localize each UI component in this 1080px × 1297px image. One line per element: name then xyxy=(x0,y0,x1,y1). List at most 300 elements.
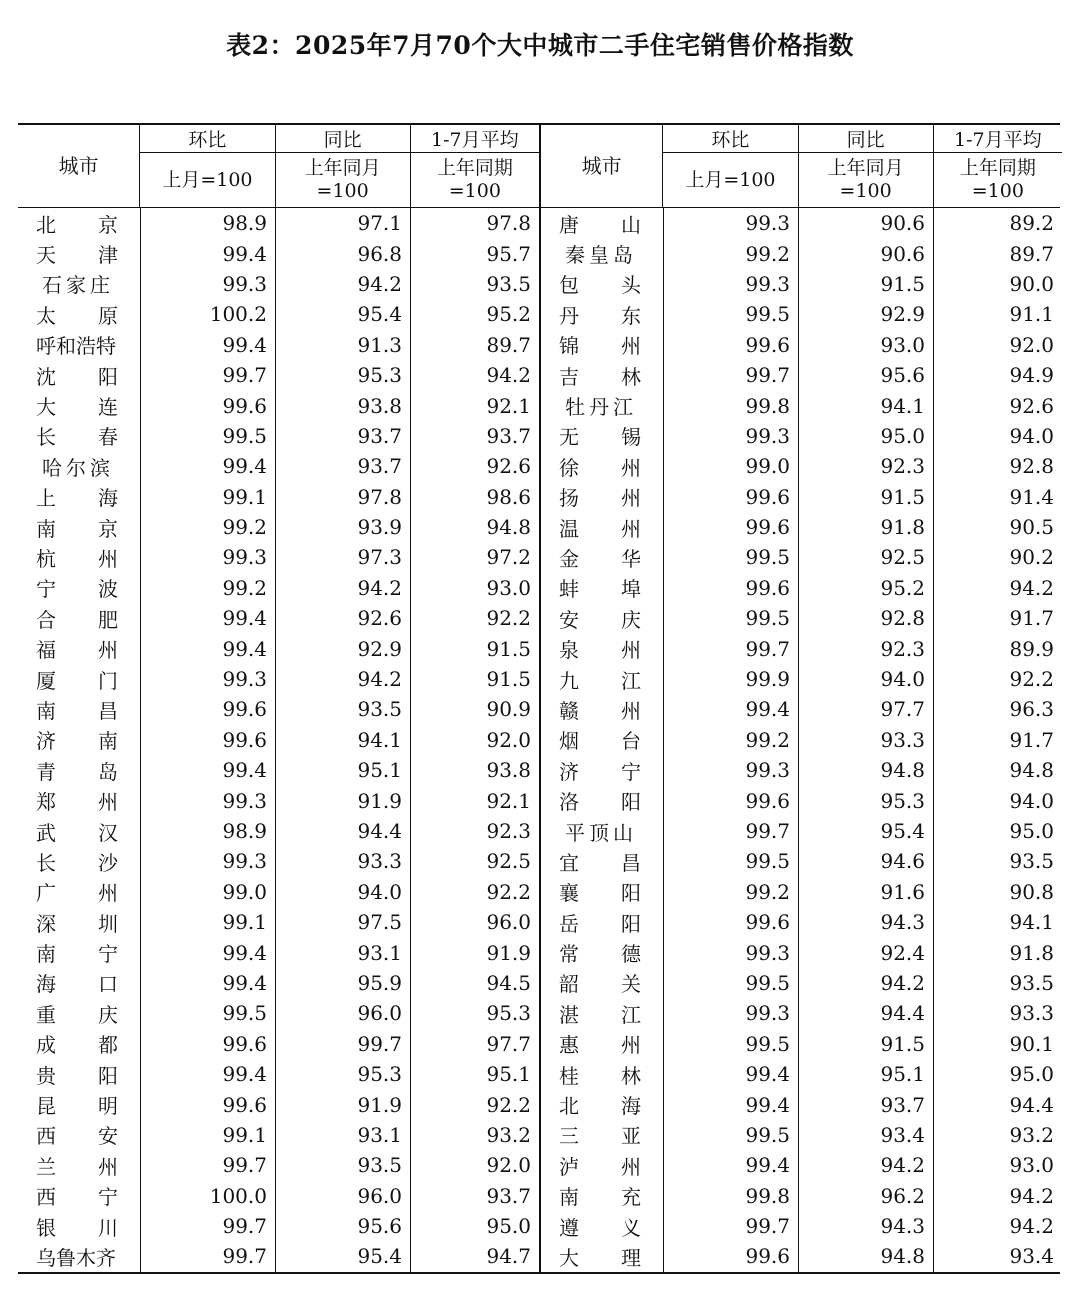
yoy-value: 97.3 xyxy=(275,542,410,572)
city-name: 九 江 xyxy=(559,668,641,693)
header-avg-label: 1-7月平均 xyxy=(934,125,1062,153)
table-row xyxy=(18,877,539,907)
mom-value: 99.7 xyxy=(663,633,798,663)
mom-value: 99.3 xyxy=(663,421,798,451)
yoy-value: 94.2 xyxy=(798,1150,933,1180)
table-row xyxy=(541,1120,1062,1150)
price-index-table xyxy=(18,123,1060,1274)
table-row xyxy=(18,968,539,998)
yoy-value: 95.3 xyxy=(798,785,933,815)
avg-value: 94.1 xyxy=(933,907,1062,937)
yoy-value: 94.0 xyxy=(798,664,933,694)
table-row xyxy=(18,755,539,785)
avg-value: 93.0 xyxy=(410,573,539,603)
mom-value: 99.3 xyxy=(140,664,275,694)
city-name: 杭 州 xyxy=(36,546,118,571)
table-row xyxy=(541,573,1062,603)
mom-value: 99.6 xyxy=(140,390,275,420)
table-row xyxy=(18,299,539,329)
right-city-column xyxy=(539,208,1062,1272)
header-city: 城市 xyxy=(581,153,622,178)
yoy-value: 93.1 xyxy=(275,937,410,967)
yoy-value: 95.3 xyxy=(275,360,410,390)
table-row xyxy=(541,755,1062,785)
avg-value: 92.6 xyxy=(410,451,539,481)
table-row xyxy=(541,694,1062,724)
table-row xyxy=(18,694,539,724)
yoy-value: 93.7 xyxy=(275,421,410,451)
mom-value: 99.4 xyxy=(663,1150,798,1180)
city-name: 南 宁 xyxy=(36,942,118,967)
yoy-value: 94.8 xyxy=(798,1241,933,1271)
mom-value: 99.4 xyxy=(140,603,275,633)
avg-value: 92.2 xyxy=(410,603,539,633)
avg-value: 94.0 xyxy=(933,785,1062,815)
mom-value: 99.8 xyxy=(663,390,798,420)
city-name: 深 圳 xyxy=(36,911,118,936)
city-name: 丹 东 xyxy=(559,303,641,328)
avg-value: 92.0 xyxy=(410,1150,539,1180)
mom-value: 99.3 xyxy=(663,208,798,238)
mom-value: 100.2 xyxy=(140,299,275,329)
mom-value: 99.7 xyxy=(140,1211,275,1241)
city-name: 大 连 xyxy=(36,395,118,420)
mom-value: 99.4 xyxy=(663,1059,798,1089)
city-name: 泸 州 xyxy=(559,1154,641,1179)
mom-value: 99.7 xyxy=(140,1150,275,1180)
yoy-value: 93.7 xyxy=(798,1089,933,1119)
city-name: 湛 江 xyxy=(559,1002,641,1027)
avg-value: 93.4 xyxy=(933,1241,1062,1271)
avg-value: 92.1 xyxy=(410,390,539,420)
mom-value: 99.3 xyxy=(140,542,275,572)
avg-value: 94.8 xyxy=(410,512,539,542)
table-row xyxy=(541,1059,1062,1089)
table-row xyxy=(541,360,1062,390)
mom-value: 99.3 xyxy=(663,755,798,785)
table-row xyxy=(18,360,539,390)
avg-value: 92.2 xyxy=(933,664,1062,694)
avg-value: 94.2 xyxy=(410,360,539,390)
table-row xyxy=(18,238,539,268)
city-name: 锦 州 xyxy=(559,334,641,359)
yoy-value: 97.5 xyxy=(275,907,410,937)
city-name: 银 川 xyxy=(36,1215,118,1240)
mom-value: 98.9 xyxy=(140,208,275,238)
mom-value: 99.5 xyxy=(140,998,275,1028)
table-row xyxy=(18,421,539,451)
mom-value: 99.8 xyxy=(663,1181,798,1211)
mom-value: 99.5 xyxy=(663,1029,798,1059)
avg-value: 98.6 xyxy=(410,482,539,512)
yoy-value: 91.3 xyxy=(275,330,410,360)
mom-value: 99.2 xyxy=(140,573,275,603)
city-name: 大 理 xyxy=(559,1245,641,1270)
table-row xyxy=(18,390,539,420)
avg-value: 92.6 xyxy=(933,390,1062,420)
header-left xyxy=(18,125,539,207)
mom-value: 99.1 xyxy=(140,482,275,512)
yoy-value: 92.8 xyxy=(798,603,933,633)
avg-value: 91.7 xyxy=(933,725,1062,755)
yoy-value: 93.4 xyxy=(798,1120,933,1150)
header-mom-label: 环比 xyxy=(140,125,274,153)
header-avg-base-1: 上年同期 xyxy=(959,157,1036,179)
avg-value: 90.1 xyxy=(933,1029,1062,1059)
city-name: 洛 阳 xyxy=(559,790,641,815)
city-name: 吉 林 xyxy=(559,364,641,389)
header-yoy-label: 同比 xyxy=(276,125,410,153)
table-row xyxy=(541,1029,1062,1059)
table-row xyxy=(541,998,1062,1028)
avg-value: 93.7 xyxy=(410,421,539,451)
city-name: 襄 阳 xyxy=(559,881,641,906)
avg-value: 96.0 xyxy=(410,907,539,937)
header-mom-base: 上月=100 xyxy=(162,168,253,191)
yoy-value: 95.6 xyxy=(275,1211,410,1241)
mom-value: 99.5 xyxy=(663,1120,798,1150)
yoy-value: 94.6 xyxy=(798,846,933,876)
avg-value: 89.7 xyxy=(410,330,539,360)
avg-value: 94.2 xyxy=(933,1211,1062,1241)
avg-value: 95.1 xyxy=(410,1059,539,1089)
city-name: 郑 州 xyxy=(36,790,118,815)
city-name: 烟 台 xyxy=(559,729,641,754)
table-row xyxy=(541,238,1062,268)
city-name: 昆 明 xyxy=(36,1094,118,1119)
city-name: 福 州 xyxy=(36,638,118,663)
city-name: 温 州 xyxy=(559,516,641,541)
mom-value: 99.3 xyxy=(140,269,275,299)
table-row xyxy=(541,269,1062,299)
yoy-value: 94.2 xyxy=(275,269,410,299)
header-mom xyxy=(662,125,797,207)
mom-value: 99.4 xyxy=(140,633,275,663)
table-row xyxy=(541,664,1062,694)
city-name: 平 顶 山 xyxy=(565,820,633,845)
yoy-value: 93.0 xyxy=(798,330,933,360)
yoy-value: 94.4 xyxy=(798,998,933,1028)
mom-value: 99.3 xyxy=(663,269,798,299)
table-row xyxy=(541,1211,1062,1241)
mom-value: 99.6 xyxy=(663,512,798,542)
table-row xyxy=(18,208,539,238)
city-name: 桂 林 xyxy=(559,1063,641,1088)
city-name: 重 庆 xyxy=(36,1002,118,1027)
yoy-value: 97.7 xyxy=(798,694,933,724)
header-avg-label: 1-7月平均 xyxy=(411,125,539,153)
city-name: 青 岛 xyxy=(36,759,118,784)
avg-value: 92.0 xyxy=(933,330,1062,360)
mom-value: 99.1 xyxy=(140,1120,275,1150)
table-row xyxy=(18,633,539,663)
yoy-value: 93.9 xyxy=(275,512,410,542)
table-row xyxy=(18,542,539,572)
city-name: 宁 波 xyxy=(36,577,118,602)
avg-value: 90.9 xyxy=(410,694,539,724)
avg-value: 91.7 xyxy=(933,603,1062,633)
yoy-value: 92.3 xyxy=(798,451,933,481)
city-name: 长 沙 xyxy=(36,850,118,875)
avg-value: 92.5 xyxy=(410,846,539,876)
yoy-value: 91.5 xyxy=(798,1029,933,1059)
table-row xyxy=(18,269,539,299)
yoy-value: 93.5 xyxy=(275,694,410,724)
city-name: 宜 昌 xyxy=(559,850,641,875)
table-row xyxy=(541,603,1062,633)
city-name: 北 海 xyxy=(559,1094,641,1119)
city-name: 呼和浩特 xyxy=(36,334,116,359)
table-row xyxy=(18,1241,539,1271)
city-name: 西 宁 xyxy=(36,1185,118,1210)
table-row xyxy=(541,1150,1062,1180)
mom-value: 99.2 xyxy=(663,238,798,268)
yoy-value: 94.1 xyxy=(798,390,933,420)
avg-value: 92.8 xyxy=(933,451,1062,481)
avg-value: 90.0 xyxy=(933,269,1062,299)
avg-value: 92.0 xyxy=(410,725,539,755)
table-row xyxy=(18,1211,539,1241)
avg-value: 97.8 xyxy=(410,208,539,238)
avg-value: 89.7 xyxy=(933,238,1062,268)
mom-value: 99.7 xyxy=(140,1241,275,1271)
avg-value: 95.7 xyxy=(410,238,539,268)
avg-value: 96.3 xyxy=(933,694,1062,724)
yoy-value: 95.2 xyxy=(798,573,933,603)
yoy-value: 99.7 xyxy=(275,1029,410,1059)
avg-value: 92.3 xyxy=(410,816,539,846)
avg-value: 92.2 xyxy=(410,1089,539,1119)
table-row xyxy=(18,1059,539,1089)
city-name: 石 家 庄 xyxy=(42,273,110,298)
table-row xyxy=(18,482,539,512)
mom-value: 99.6 xyxy=(663,907,798,937)
yoy-value: 93.7 xyxy=(275,451,410,481)
mom-value: 98.9 xyxy=(140,816,275,846)
city-name: 乌鲁木齐 xyxy=(36,1245,116,1270)
yoy-value: 96.0 xyxy=(275,998,410,1028)
mom-value: 99.3 xyxy=(140,785,275,815)
yoy-value: 91.9 xyxy=(275,785,410,815)
city-name: 贵 阳 xyxy=(36,1063,118,1088)
mom-value: 99.4 xyxy=(140,937,275,967)
avg-value: 92.1 xyxy=(410,785,539,815)
mom-value: 99.1 xyxy=(140,907,275,937)
table-row xyxy=(541,330,1062,360)
table-row xyxy=(18,937,539,967)
table-row xyxy=(18,512,539,542)
city-name: 徐 州 xyxy=(559,455,641,480)
header-mom-label: 环比 xyxy=(663,125,797,153)
mom-value: 99.9 xyxy=(663,664,798,694)
mom-value: 99.0 xyxy=(663,451,798,481)
table-row xyxy=(541,937,1062,967)
table-body xyxy=(18,208,1060,1272)
table-row xyxy=(541,208,1062,238)
mom-value: 99.4 xyxy=(663,1089,798,1119)
header-mom-base: 上月=100 xyxy=(685,168,776,191)
header-yoy-base-2: =100 xyxy=(316,180,369,202)
table-row xyxy=(541,968,1062,998)
avg-value: 91.9 xyxy=(410,937,539,967)
table-row xyxy=(541,512,1062,542)
avg-value: 92.2 xyxy=(410,877,539,907)
mom-value: 99.6 xyxy=(663,573,798,603)
city-name: 赣 州 xyxy=(559,698,641,723)
mom-value: 99.6 xyxy=(140,725,275,755)
avg-value: 90.2 xyxy=(933,542,1062,572)
avg-value: 93.2 xyxy=(410,1120,539,1150)
mom-value: 99.6 xyxy=(663,330,798,360)
avg-value: 93.5 xyxy=(933,968,1062,998)
table-row xyxy=(18,998,539,1028)
yoy-value: 93.1 xyxy=(275,1120,410,1150)
yoy-value: 95.4 xyxy=(275,1241,410,1271)
avg-value: 91.5 xyxy=(410,664,539,694)
yoy-value: 94.3 xyxy=(798,907,933,937)
yoy-value: 95.1 xyxy=(275,755,410,785)
city-name: 秦 皇 岛 xyxy=(565,243,633,268)
table-row xyxy=(541,816,1062,846)
city-name: 北 京 xyxy=(36,212,118,237)
table-row xyxy=(18,1181,539,1211)
yoy-value: 90.6 xyxy=(798,208,933,238)
table-row xyxy=(18,664,539,694)
city-name: 成 都 xyxy=(36,1033,118,1058)
header-avg-base-2: =100 xyxy=(971,180,1024,202)
yoy-value: 91.6 xyxy=(798,877,933,907)
avg-value: 93.3 xyxy=(933,998,1062,1028)
mom-value: 99.2 xyxy=(663,725,798,755)
avg-value: 90.5 xyxy=(933,512,1062,542)
table-row xyxy=(541,542,1062,572)
yoy-value: 95.4 xyxy=(275,299,410,329)
mom-value: 99.4 xyxy=(663,694,798,724)
city-name: 蚌 埠 xyxy=(559,577,641,602)
mom-value: 99.4 xyxy=(140,238,275,268)
yoy-value: 94.1 xyxy=(275,725,410,755)
city-name: 韶 关 xyxy=(559,972,641,997)
table-row xyxy=(18,330,539,360)
mom-value: 99.5 xyxy=(663,846,798,876)
yoy-value: 95.1 xyxy=(798,1059,933,1089)
avg-value: 93.0 xyxy=(933,1150,1062,1180)
city-name: 厦 门 xyxy=(36,668,118,693)
table-header xyxy=(18,125,1060,208)
avg-value: 93.5 xyxy=(410,269,539,299)
mom-value: 99.4 xyxy=(140,968,275,998)
mom-value: 99.7 xyxy=(663,816,798,846)
city-name: 遵 义 xyxy=(559,1215,641,1240)
city-name: 济 宁 xyxy=(559,759,641,784)
table-row xyxy=(18,1120,539,1150)
mom-value: 99.2 xyxy=(663,877,798,907)
avg-value: 95.0 xyxy=(410,1211,539,1241)
table-row xyxy=(18,1089,539,1119)
avg-value: 94.8 xyxy=(933,755,1062,785)
yoy-value: 93.3 xyxy=(275,846,410,876)
table-row xyxy=(18,816,539,846)
table-row xyxy=(18,907,539,937)
table-row xyxy=(18,1150,539,1180)
avg-value: 94.2 xyxy=(933,1181,1062,1211)
header-yoy-base-1: 上年同月 xyxy=(827,157,904,179)
mom-value: 100.0 xyxy=(140,1181,275,1211)
city-name: 金 华 xyxy=(559,546,641,571)
table-row xyxy=(541,846,1062,876)
avg-value: 89.2 xyxy=(933,208,1062,238)
table-row xyxy=(541,785,1062,815)
yoy-value: 95.0 xyxy=(798,421,933,451)
yoy-value: 93.8 xyxy=(275,390,410,420)
header-yoy xyxy=(798,125,933,207)
header-city: 城市 xyxy=(58,153,99,178)
yoy-value: 95.4 xyxy=(798,816,933,846)
table-row xyxy=(18,785,539,815)
header-right xyxy=(539,125,1062,207)
avg-value: 93.2 xyxy=(933,1120,1062,1150)
table-row xyxy=(18,603,539,633)
yoy-value: 92.6 xyxy=(275,603,410,633)
yoy-value: 94.0 xyxy=(275,877,410,907)
avg-value: 93.8 xyxy=(410,755,539,785)
mom-value: 99.7 xyxy=(140,360,275,390)
yoy-value: 94.3 xyxy=(798,1211,933,1241)
avg-value: 94.4 xyxy=(933,1089,1062,1119)
yoy-value: 94.8 xyxy=(798,755,933,785)
yoy-value: 91.8 xyxy=(798,512,933,542)
avg-value: 91.1 xyxy=(933,299,1062,329)
avg-value: 91.5 xyxy=(410,633,539,663)
avg-value: 95.0 xyxy=(933,1059,1062,1089)
yoy-value: 96.8 xyxy=(275,238,410,268)
yoy-value: 94.4 xyxy=(275,816,410,846)
table-row xyxy=(541,451,1062,481)
avg-value: 97.7 xyxy=(410,1029,539,1059)
table-row xyxy=(541,390,1062,420)
avg-value: 97.2 xyxy=(410,542,539,572)
mom-value: 99.2 xyxy=(140,512,275,542)
yoy-value: 96.2 xyxy=(798,1181,933,1211)
header-yoy-label: 同比 xyxy=(799,125,933,153)
avg-value: 94.0 xyxy=(933,421,1062,451)
yoy-value: 93.5 xyxy=(275,1150,410,1180)
header-yoy-base-1: 上年同月 xyxy=(304,157,381,179)
table-row xyxy=(541,633,1062,663)
table-row xyxy=(541,421,1062,451)
city-name: 安 庆 xyxy=(559,607,641,632)
city-name: 泉 州 xyxy=(559,638,641,663)
mom-value: 99.5 xyxy=(663,542,798,572)
header-avg-base-1: 上年同期 xyxy=(436,157,513,179)
city-name: 扬 州 xyxy=(559,486,641,511)
table-row xyxy=(541,1181,1062,1211)
avg-value: 90.8 xyxy=(933,877,1062,907)
avg-value: 94.9 xyxy=(933,360,1062,390)
mom-value: 99.5 xyxy=(663,299,798,329)
city-name: 唐 山 xyxy=(559,212,641,237)
table-row xyxy=(541,725,1062,755)
yoy-value: 91.9 xyxy=(275,1089,410,1119)
table-row xyxy=(18,725,539,755)
city-name: 惠 州 xyxy=(559,1033,641,1058)
mom-value: 99.6 xyxy=(663,482,798,512)
city-name: 上 海 xyxy=(36,486,118,511)
city-name: 岳 阳 xyxy=(559,911,641,936)
city-name: 天 津 xyxy=(36,243,118,268)
avg-value: 93.5 xyxy=(933,846,1062,876)
yoy-value: 97.1 xyxy=(275,208,410,238)
